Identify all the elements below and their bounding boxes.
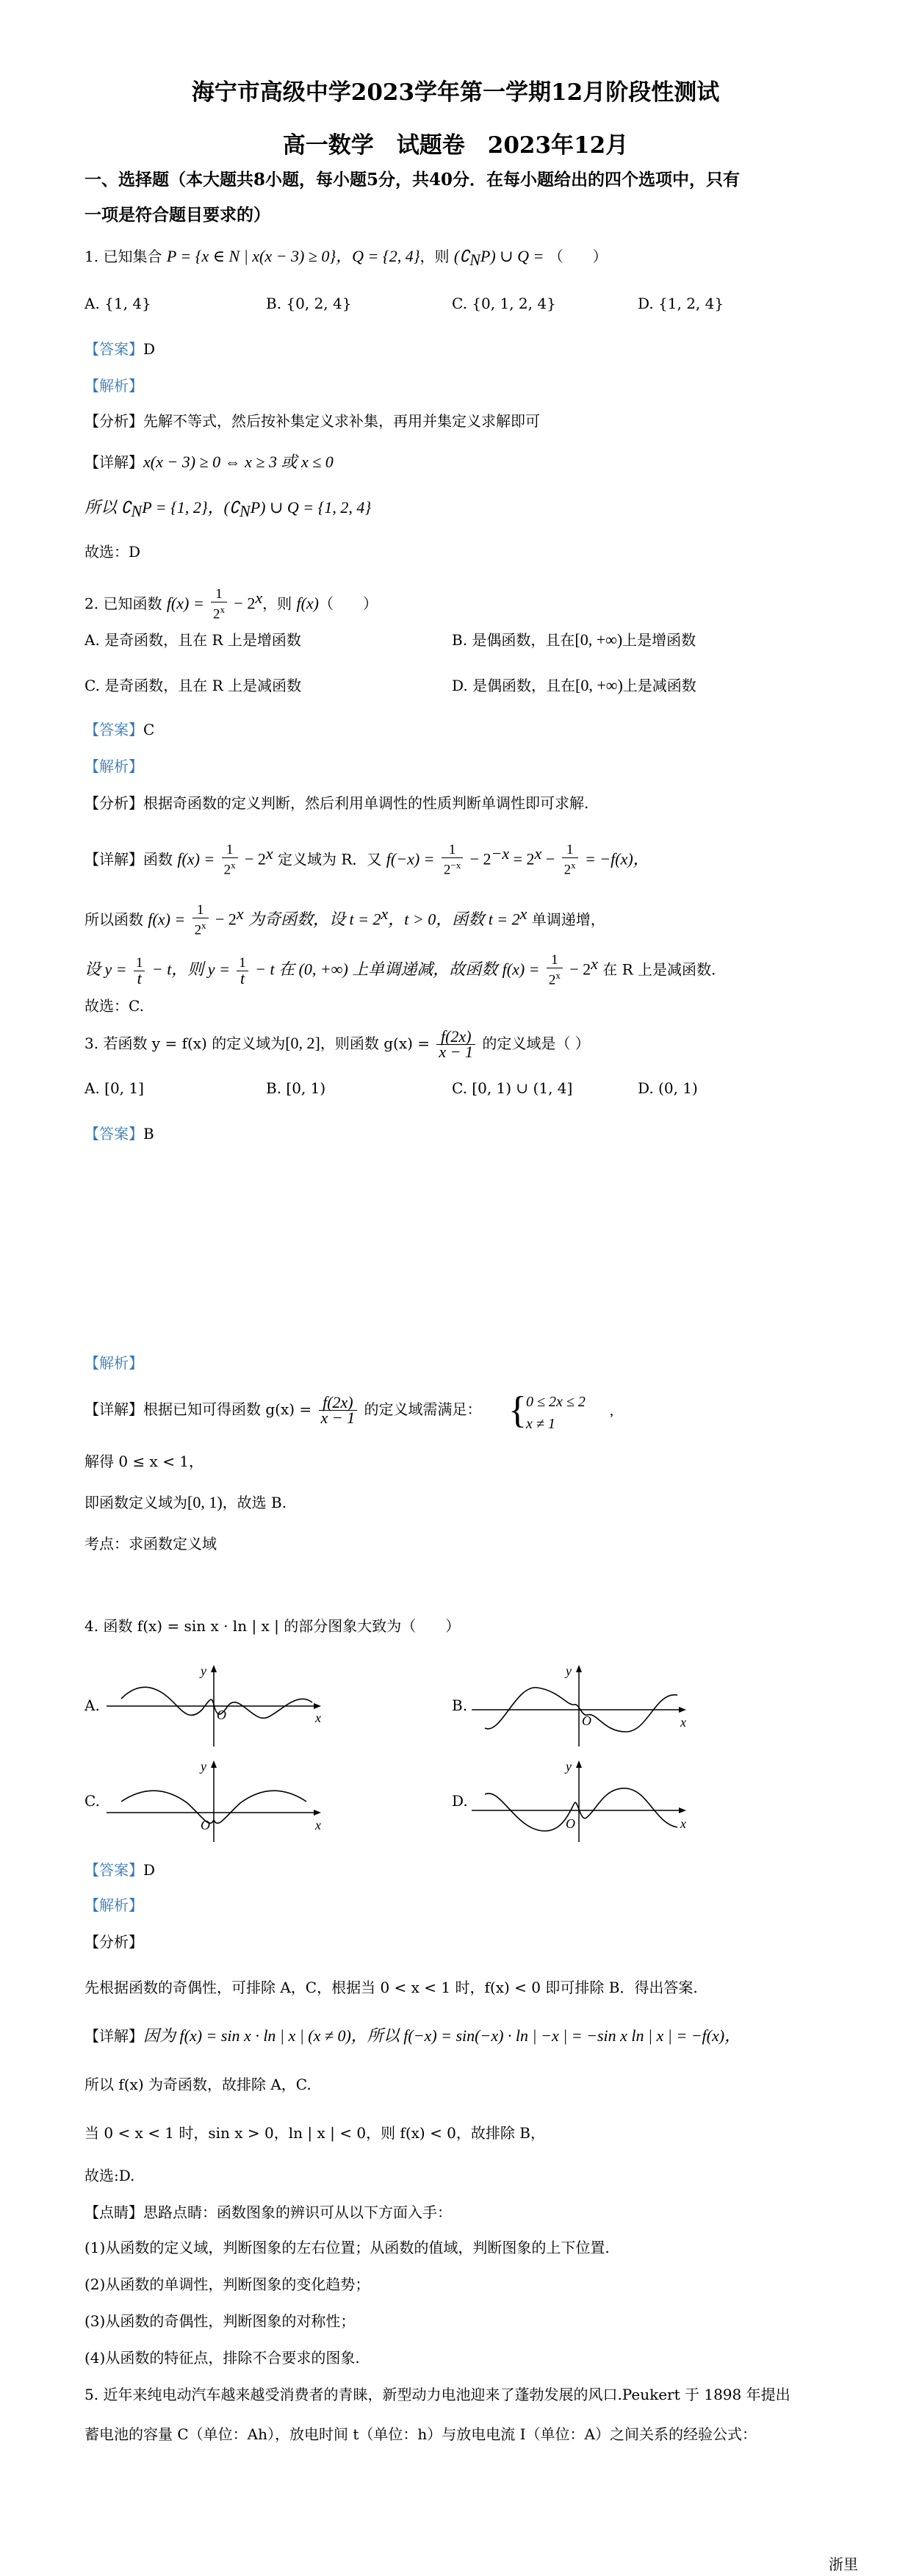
q4-fenxi-tag: 【分析】 bbox=[84, 1933, 143, 1951]
q4-point-1: (1)从函数的定义域，判断图象的左右位置；从函数的值域，判断图象的上下位置. bbox=[84, 2239, 610, 2256]
q3-xj-line1: 【详解】根据已知可得函数 g(x) = $\frac{f(2x)}{x - 1}$ 的定义域需满足： bbox=[84, 1393, 482, 1427]
q2-conclusion: 故选：C. bbox=[84, 997, 144, 1015]
q1-option-b: B. {0, 2, 4} bbox=[266, 295, 352, 312]
svg-text:O: O bbox=[201, 1818, 210, 1832]
q1-stem: 1. 已知集合 P = {x ∈ N | x(x − 3) ≥ 0}，Q = {2, 4}，则 $(∁_NP)$ ∪ Q = （ ） bbox=[84, 247, 608, 269]
q3-option-d: D. (0, 1) bbox=[638, 1079, 698, 1097]
q5-line2: 蓄电池的容量 C（单位：Ah），放电时间 t（单位：h）与放电电流 I（单位：A）之间关系的经验公式： bbox=[84, 2425, 757, 2443]
q2-option-a: A. 是奇函数，且在 R 上是增函数 bbox=[84, 631, 301, 649]
system-brace: { bbox=[508, 1389, 527, 1431]
q3-system-line2: x ≠ 1 bbox=[526, 1416, 555, 1432]
q3-stem: 3. 若函数 y = f(x) 的定义域为[0, 2]，则函数 g(x) = $\frac{f(2x)}{x - 1}$ 的定义域是（ ） bbox=[84, 1027, 590, 1061]
q3-option-c: C. [0, 1) ∪ (1, 4] bbox=[452, 1079, 573, 1097]
q4-graph-a bbox=[107, 1662, 327, 1750]
svg-text:y: y bbox=[201, 1663, 206, 1678]
q1-line3: 所以 $∁_NP = \{1$, 2}，$(∁_NP)$ ∪ Q = {1, 2, 4} bbox=[84, 498, 372, 520]
q2-fenxi: 【分析】根据奇函数的定义判断，然后利用单调性的性质判断单调性即可求解. bbox=[84, 794, 589, 812]
svg-text:O: O bbox=[217, 1708, 226, 1722]
q4-option-a-label: A. bbox=[84, 1697, 100, 1714]
q3-option-b: B. [0, 1) bbox=[266, 1079, 326, 1097]
q2-option-c: C. 是奇函数，且在 R 上是减函数 bbox=[84, 677, 302, 694]
q4-xj-line3: 当 0 < x < 1 时，sin x > 0，ln | x | < 0，则 f(x) < 0，故排除 B， bbox=[84, 2124, 545, 2142]
q4-option-b-label: B. bbox=[452, 1697, 468, 1714]
q2-xj-line2: 所以函数 f(x) = $\frac{1}{2^x}$ − $2^x$ 为奇函数，设 $t = 2^x$，t > 0，函数 $t = 2^x$ 单调递增， bbox=[84, 902, 605, 938]
document-page: 海宁市高级中学2023学年第一学期12月阶段性测试 高一数学 试题卷 2023年12月 一、选择题（本大题共8小题，每小题5分，共40分．在每小题给出的四个选项中，只有 一项是符合题目要求的） 1. 已知集合 P = {x ∈ N | x(x − 3) ≥ 0}，Q = {2, 4}，则 $(∁_NP)$ ∪ Q = （ ） A. {1, 4} B. {0, 2, 4} C. {0, 1, 2, 4} D. {1, 2, 4} 【答案】D 【解析】 【分析】先解不等式，然后按补集定义求补集，再用并集定义求解即可 【详解】x(x − 3) ≥ 0 ⇔ x ≥ 3 或 x ≤ 0 所以 $∁_NP = \{1$, 2}，$(∁_NP)$ ∪ Q = {1, 2, 4} 故选：D 2. 已知函数 f(x) = $\frac{1}{2^x}$ − $2^x$，则 f(x)（ ） A. 是奇函数，且在 R 上是增函数 B. 是偶函数，且在[0, +∞)上是增函数 C. 是奇函数，且在 R 上是减函数 D. 是偶函数，且在[0, +∞)上是减函数 【答案】C 【解析】 【分析】根据奇函数的定义判断，然后利用单调性的性质判断单调性即可求解. 【详解】函数 f(x) = $\frac{1}{2^x}$ − $2^x$ 定义域为 R．又 f(−x) = $\frac{1}{2^{-x}}$ − $2^{-x} = 2^x$ − $\frac{1}{2^x}$ = −f(x)， 所以函数 f(x) = $\frac{1}{2^x}$ − $2^x$ 为奇函数，设 $t = 2^x$，t > 0，函数 $t = 2^x$ 单调递增， 设 y = $\frac{1}{t}$ − t，则 y = $\frac{1}{t}$ − t 在 (0, +∞) 上单调递减，故函数 f(x) = $\frac{1}{2^x}$ − $2^x$ 在 R 上是减函数. 故选：C. 3. 若函数 y = f(x) 的定义域为[0, 2]，则函数 g(x) = $\frac{f(2x)}{x - 1}$ 的定义域是（ ） A. [0, 1] B. [0, 1) C. [0, 1) ∪ (1, 4] D. (0, 1) 【答案】B 【解析】 【详解】根据已知可得函数 g(x) = $\frac{f(2x)}{x - 1}$ 的定义域需满足： { 0 ≤ 2x ≤ 2 x ≠ 1 , 解得 0 ≤ x < 1， 即函数定义域为[0, 1)，故选 B. 考点：求函数定义域 4. 函数 f(x) = sin x · ln | x | 的部分图象大致为（ ） A. y x O B. y x O C. y x O D. y x O 【答案】D 【解析】 【分析】 先根据函数的奇偶性，可排除 A，C，根据当 0 < x < 1 时，f(x) < 0 即可排除 B．得出答案. 【详解】因为 f(x) = sin x · ln | x | (x ≠ 0)，所以 f(−x) = sin(−x) · ln | −x | = −sin x ln | x | = −f(x)， 所以 f(x) 为奇函数，故排除 A，C. 当 0 < x < 1 时，sin x > 0，ln | x | < 0，则 f(x) < 0，故排除 B， 故选:D. 【点睛】思路点睛：函数图象的辨识可从以下方面入手： (1)从函数的定义域，判断图象的左右位置；从函数的值域，判断图象的上下位置. (2)从函数的单调性，判断图象的变化趋势； (3)从函数的奇偶性，判断图象的对称性； (4)从函数的特征点，排除不合要求的图象. 5. 近年来纯电动汽车越来越受消费者的青睐，新型动力电池迎来了蓬勃发展的风口.Peukert 于 1898 年提出 蓄电池的容量 C（单位：Ah），放电时间 t（单位：h）与放电电流 I（单位：A）之间关系的经验公式： 浙里 bbox=[0, 0, 911, 2576]
q5-line1: 5. 近年来纯电动汽车越来越受消费者的青睐，新型动力电池迎来了蓬勃发展的风口.Peukert 于 1898 年提出 bbox=[84, 2386, 791, 2403]
q4-conclusion: 故选:D. bbox=[84, 2167, 135, 2184]
q4-point-3: (3)从函数的奇偶性，判断图象的对称性； bbox=[84, 2312, 356, 2330]
q2-answer: 【答案】C bbox=[84, 721, 155, 738]
svg-text:y: y bbox=[566, 1663, 572, 1678]
q4-graph-b bbox=[472, 1662, 692, 1750]
q1-fenxi: 【分析】先解不等式，然后按补集定义求补集，再用并集定义求解即可 bbox=[84, 412, 540, 430]
q4-graph-d bbox=[472, 1757, 692, 1846]
q4-point-2: (2)从函数的单调性，判断图象的变化趋势； bbox=[84, 2275, 370, 2293]
svg-text:x: x bbox=[315, 1818, 321, 1832]
svg-text:y: y bbox=[566, 1759, 572, 1774]
q4-option-d-label: D. bbox=[452, 1792, 468, 1810]
q1-option-d: D. {1, 2, 4} bbox=[638, 295, 724, 312]
q3-xj-line2: 解得 0 ≤ x < 1， bbox=[84, 1453, 204, 1470]
svg-text:O: O bbox=[582, 1713, 591, 1728]
q3-xj-line3: 即函数定义域为[0, 1)，故选 B. bbox=[84, 1493, 287, 1511]
section-heading: 一、选择题（本大题共8小题，每小题5分，共40分．在每小题给出的四个选项中，只有 bbox=[84, 170, 741, 190]
q4-analysis-tag: 【解析】 bbox=[84, 1896, 143, 1914]
exam-title: 海宁市高级中学2023学年第一学期12月阶段性测试 bbox=[191, 79, 720, 106]
svg-text:O: O bbox=[566, 1816, 575, 1831]
svg-text:x: x bbox=[680, 1816, 686, 1831]
q4-answer: 【答案】D bbox=[84, 1861, 156, 1879]
svg-text:x: x bbox=[680, 1715, 686, 1730]
q4-fenxi: 先根据函数的奇偶性，可排除 A，C，根据当 0 < x < 1 时，f(x) < 0 即可排除 B．得出答案. bbox=[84, 1979, 698, 1996]
q2-xj-line3: 设 y = $\frac{1}{t}$ − t，则 y = $\frac{1}{t}$ − t 在 (0, +∞) 上单调递减，故函数 f(x) = $\frac{1}{2^x}$ − $2^x$ 在 R 上是减函数. bbox=[84, 952, 716, 988]
section-heading-cont: 一项是符合题目要求的） bbox=[84, 205, 270, 225]
q4-stem: 4. 函数 f(x) = sin x · ln | x | 的部分图象大致为（ ） bbox=[84, 1617, 461, 1635]
q2-analysis-tag: 【解析】 bbox=[84, 758, 143, 775]
q2-option-b: B. 是偶函数，且在[0, +∞)上是增函数 bbox=[452, 630, 696, 649]
q4-xj-line1: 【详解】因为 f(x) = sin x · ln | x | (x ≠ 0)，所以 f(−x) = sin(−x) · ln | −x | = −sin x ln | x | = −f(x)， bbox=[84, 2026, 741, 2045]
q3-system-line1: 0 ≤ 2x ≤ 2 bbox=[526, 1394, 586, 1410]
q4-xj-line2: 所以 f(x) 为奇函数，故排除 A，C. bbox=[84, 2076, 312, 2093]
q1-option-c: C. {0, 1, 2, 4} bbox=[452, 295, 556, 312]
q1-xiangjie: 【详解】x(x − 3) ≥ 0 ⇔ x ≥ 3 或 x ≤ 0 bbox=[84, 453, 334, 471]
svg-text:y: y bbox=[201, 1759, 206, 1774]
q2-option-d: D. 是偶函数，且在[0, +∞)上是减函数 bbox=[452, 676, 696, 694]
q1-option-a: A. {1, 4} bbox=[84, 295, 151, 312]
q1-conclusion: 故选：D bbox=[84, 543, 141, 561]
q3-option-a: A. [0, 1] bbox=[84, 1079, 144, 1097]
q3-analysis-tag: 【解析】 bbox=[84, 1354, 143, 1372]
q4-point-4: (4)从函数的特征点，排除不合要求的图象. bbox=[84, 2349, 360, 2367]
q4-graph-c bbox=[107, 1757, 327, 1846]
q2-xj-line1: 【详解】函数 f(x) = $\frac{1}{2^x}$ − $2^x$ 定义域为 R．又 f(−x) = $\frac{1}{2^{-x}}$ − $2^{-x} = 2^x$ − $\frac{1}{2^x}$ = −f(x)， bbox=[84, 842, 649, 878]
exam-subtitle: 高一数学 试题卷 2023年12月 bbox=[282, 132, 629, 159]
q2-stem: 2. 已知函数 f(x) = $\frac{1}{2^x}$ − $2^x$，则 f(x)（ ） bbox=[84, 586, 378, 622]
svg-text:x: x bbox=[315, 1710, 321, 1725]
q1-analysis-tag: 【解析】 bbox=[84, 377, 143, 395]
q4-dianjing: 【点睛】思路点睛：函数图象的辨识可从以下方面入手： bbox=[84, 2203, 452, 2221]
q3-kaodian: 考点：求函数定义域 bbox=[84, 1535, 217, 1553]
q1-answer: 【答案】D bbox=[84, 340, 156, 358]
q4-option-c-label: C. bbox=[84, 1792, 100, 1810]
q3-answer: 【答案】B bbox=[84, 1125, 154, 1143]
page-footer: 浙里 bbox=[829, 2555, 858, 2573]
